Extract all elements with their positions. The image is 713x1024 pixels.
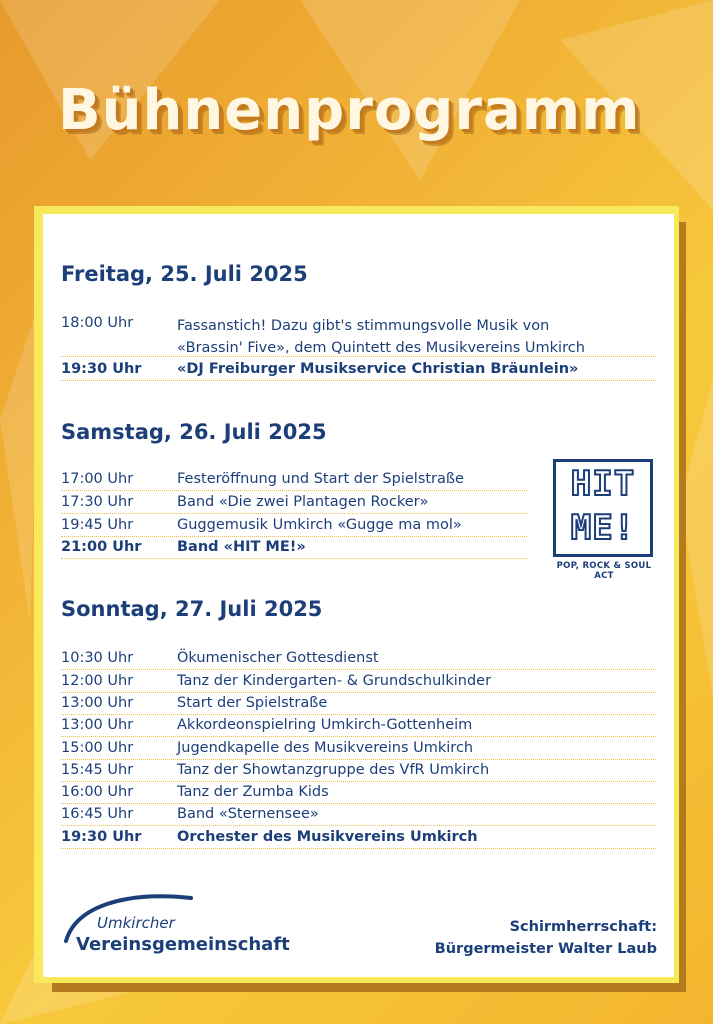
event-row: [61, 358, 656, 381]
event-row: [61, 514, 527, 537]
event-description: Ökumenischer Gottesdienst: [177, 650, 379, 666]
patron-name: Bürgermeister Walter Laub: [434, 941, 657, 957]
event-description: Band «Die zwei Plantagen Rocker»: [177, 494, 429, 510]
event-row: [61, 737, 656, 760]
day-heading-sunday: Sonntag, 27. Juli 2025: [61, 597, 323, 621]
day-heading-friday: Freitag, 25. Juli 2025: [61, 262, 308, 286]
event-time: 19:30 Uhr: [61, 361, 142, 377]
day-heading-saturday: Samstag, 26. Juli 2025: [61, 420, 327, 444]
event-time: 15:45 Uhr: [61, 762, 134, 778]
event-description: Band «Sternensee»: [177, 806, 319, 822]
event-row: [61, 692, 656, 715]
band-logo-line2: ME!: [570, 508, 636, 548]
event-description: Jugendkapelle des Musikvereins Umkirch: [177, 740, 474, 756]
event-time: 15:00 Uhr: [61, 740, 134, 756]
event-description: Guggemusik Umkirch «Gugge ma mol»: [177, 517, 462, 533]
event-row: [61, 803, 656, 826]
event-time: 13:00 Uhr: [61, 695, 134, 711]
event-time: 16:45 Uhr: [61, 806, 134, 822]
event-row: [61, 468, 527, 491]
event-row: [61, 781, 656, 804]
event-time: 13:00 Uhr: [61, 717, 134, 733]
event-row: [61, 670, 656, 693]
event-description: Orchester des Musikvereins Umkirch: [177, 829, 478, 845]
band-logo-line1: HIT: [570, 464, 636, 504]
event-description: Tanz der Zumba Kids: [177, 784, 329, 800]
event-row: [61, 312, 656, 357]
event-row: [61, 647, 656, 670]
event-row: [61, 759, 656, 782]
event-description: Band «HIT ME!»: [177, 539, 306, 555]
page-title: Bühnenprogramm: [58, 78, 641, 143]
event-time: 19:30 Uhr: [61, 829, 142, 845]
org-name: Vereinsgemeinschaft: [76, 934, 290, 955]
patron-label: Schirmherrschaft:: [509, 919, 657, 935]
band-logo-subtitle: POP, ROCK & SOUL ACT: [556, 561, 652, 581]
org-name-small: Umkircher: [97, 914, 175, 932]
band-logo: [553, 459, 653, 557]
event-description: Tanz der Showtanzgruppe des VfR Umkirch: [177, 762, 490, 778]
event-description: Fassanstich! Dazu gibt's stimmungsvolle Musik von «Brassin' Five», dem Quintett des Musikvereins Umkirch: [177, 318, 585, 356]
event-description: Festeröffnung und Start der Spielstraße: [177, 471, 464, 487]
event-row: [61, 536, 527, 559]
event-time: 19:45 Uhr: [61, 517, 134, 533]
event-row: [61, 826, 656, 849]
event-row: [61, 491, 527, 514]
event-description: Akkordeonspielring Umkirch-Gottenheim: [177, 717, 473, 733]
event-row: [61, 714, 656, 737]
event-description: Tanz der Kindergarten- & Grundschulkinder: [177, 673, 492, 689]
event-time: 21:00 Uhr: [61, 539, 142, 555]
event-time: 17:30 Uhr: [61, 494, 134, 510]
event-time: 16:00 Uhr: [61, 784, 134, 800]
event-time: 17:00 Uhr: [61, 471, 134, 487]
event-description: «DJ Freiburger Musikservice Christian Bräunlein»: [177, 361, 579, 377]
event-time: 12:00 Uhr: [61, 673, 134, 689]
event-time: 10:30 Uhr: [61, 650, 134, 666]
event-description: Start der Spielstraße: [177, 695, 328, 711]
event-time: 18:00 Uhr: [61, 315, 134, 331]
